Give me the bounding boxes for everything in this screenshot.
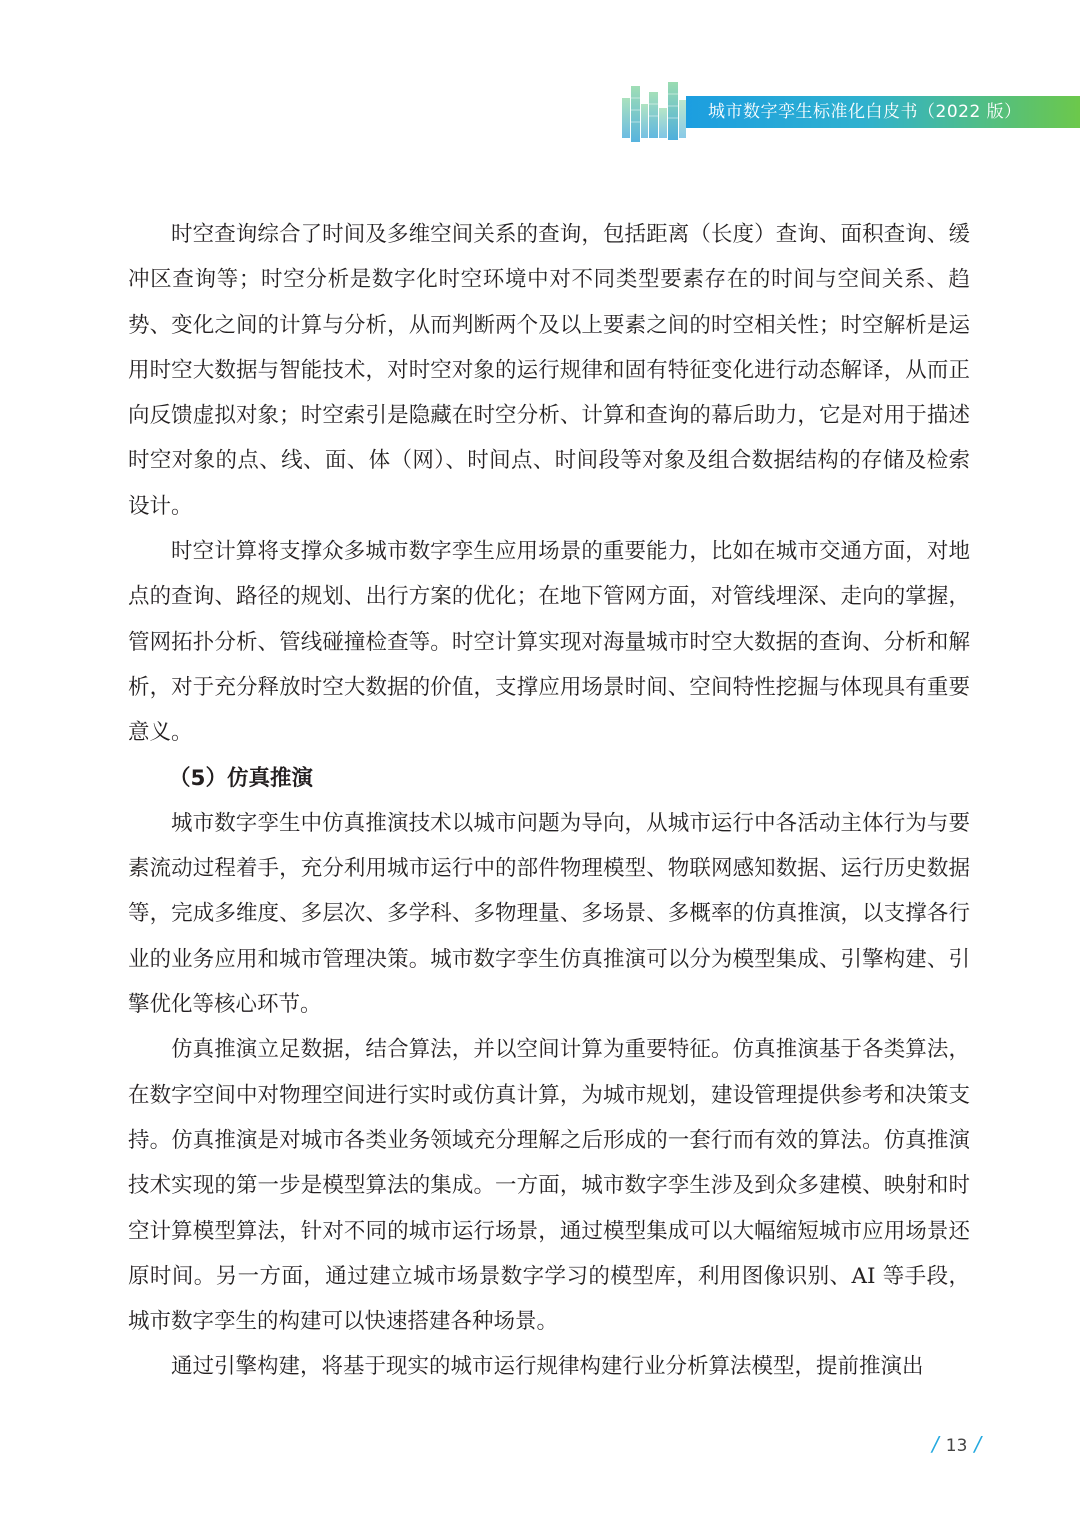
page-header bbox=[618, 78, 1080, 144]
page-number-text: 13 bbox=[945, 1436, 968, 1456]
body-paragraph: 城市数字孪生中仿真推演技术以城市问题为导向，从城市运行中各活动主体行为与要素流动过程着手，充分利用城市运行中的部件物理模型、物联网感知数据、运行历史数据等，完成多维度、多层次、多学科、多物理量、多场景、多概率的仿真推演，以支撑各行业的业务应用和城市管理决策。城市数字孪生仿真推演可以分为模型集成、引擎构建、引擎优化等核心环节。 bbox=[128, 810, 970, 1018]
body-paragraph: 时空计算将支撑众多城市数字孪生应用场景的重要能力，比如在城市交通方面，对地点的查询、路径的规划、出行方案的优化；在地下管网方面，对管线埋深、走向的掌握，管网拓扑分析、管线碰撞检查等。时空计算实现对海量城市时空大数据的查询、分析和解析，对于充分释放时空大数据的价值，支撑应用场景时间、空间特性挖掘与体现具有重要意义。 bbox=[128, 539, 970, 746]
body-paragraph: 通过引擎构建，将基于现实的城市运行规律构建行业分析算法模型，提前推演出 bbox=[171, 1354, 924, 1380]
section-heading: （5）仿真推演 bbox=[169, 765, 313, 791]
slash-decoration-left: / bbox=[932, 1432, 939, 1456]
page-body bbox=[128, 212, 970, 1390]
slash-decoration-right: / bbox=[974, 1432, 982, 1456]
body-paragraph: 时空查询综合了时间及多维空间关系的查询，包括距离（长度）查询、面积查询、缓冲区查询等；时空分析是数字化时空环境中对不同类型要素存在的时间与空间关系、趋势、变化之间的计算与分析，从而判断两个及以上要素之间的时空相关性；时空解析是运用时空大数据与智能技术，对时空对象的运行规律和固有特征变化进行动态解译，从而正向反馈虚拟对象；时空索引是隐藏在时空分析、计算和查询的幕后助力，它是对用于描述时空对象的点、线、面、体（网）、时间点、时间段等对象及组合数据结构的存储及检索设计。 bbox=[128, 222, 970, 519]
header-title-bar bbox=[686, 96, 1080, 128]
city-skyline-icon bbox=[618, 78, 688, 144]
document-title: 城市数字孪生标准化白皮书（2022 版） bbox=[708, 102, 1022, 122]
body-paragraph: 仿真推演立足数据，结合算法，并以空间计算为重要特征。仿真推演基于各类算法，在数字空间中对物理空间进行实时或仿真计算，为城市规划，建设管理提供参考和决策支持。仿真推演是对城市各类业务领域充分理解之后形成的一套行而有效的算法。仿真推演技术实现的第一步是模型算法的集成。一方面，城市数字孪生涉及到众多建模、映射和时空计算模型算法，针对不同的城市运行场景，通过模型集成可以大幅缩短城市应用场景还原时间。另一方面，通过建立城市场景数字学习的模型库，利用图像识别、AI 等手段，城市数字孪生的构建可以快速搭建各种场景。 bbox=[128, 1037, 970, 1335]
page-number bbox=[932, 1430, 981, 1458]
